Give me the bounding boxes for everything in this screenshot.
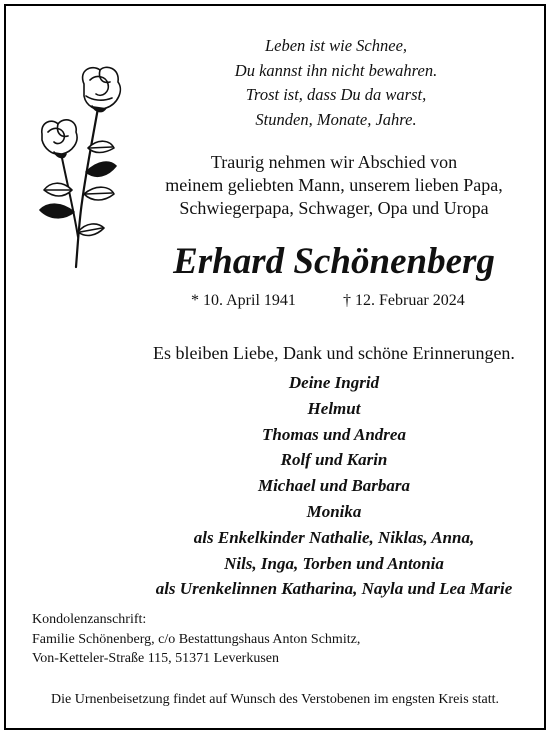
rose-icon [26,62,136,277]
intro-line: Schwiegerpapa, Schwager, Opa und Uropa [179,198,489,218]
mourners-list [124,370,544,602]
intro-text [124,151,544,220]
address-line: Von-Ketteler-Straße 115, 51371 Leverkusen [32,651,279,666]
deceased-name: Erhard Schönenberg [173,241,495,282]
burial-note: Die Urnenbeisetzung findet auf Wunsch des Verstobenen im engsten Kreis statt. [51,692,499,707]
condolence-address [32,610,432,669]
list-item: Monika [306,501,362,521]
obituary-notice [4,4,546,730]
death-date: † 12. Februar 2024 [343,292,465,309]
list-item: als Enkelkinder Nathalie, Niklas, Anna, [193,527,475,547]
thanks-line: Es bleiben Liebe, Dank und schöne Erinnerungen. [153,343,515,363]
list-item: Michael und Barbara [257,476,411,496]
poem-line: Stunden, Monate, Jahre. [255,109,417,129]
intro-line: Traurig nehmen wir Abschied von [210,152,458,172]
list-item: Deine Ingrid [288,373,380,392]
intro-line: meinem geliebten Mann, unserem lieben Papa, [165,175,503,195]
poem-line: Trost ist, dass Du da warst, [245,85,427,104]
list-item: Helmut [307,398,361,418]
poem-line: Du kannst ihn nicht bewahren. [234,60,438,80]
address-line: Familie Schönenberg, c/o Bestattungshaus Anton Schmitz, [32,631,361,647]
poem [156,34,516,132]
list-item: Rolf und Karin [280,450,388,470]
birth-date: * 10. April 1941 [191,292,296,309]
list-item: Thomas und Andrea [262,424,406,444]
address-line: Kondolenzanschrift: [32,612,147,627]
list-item: als Urenkelinnen Katharina, Nayla und Lea Marie [155,579,513,599]
poem-line: Leben ist wie Schnee, [264,36,408,55]
list-item: Nils, Inga, Torben und Antonia [224,553,444,573]
